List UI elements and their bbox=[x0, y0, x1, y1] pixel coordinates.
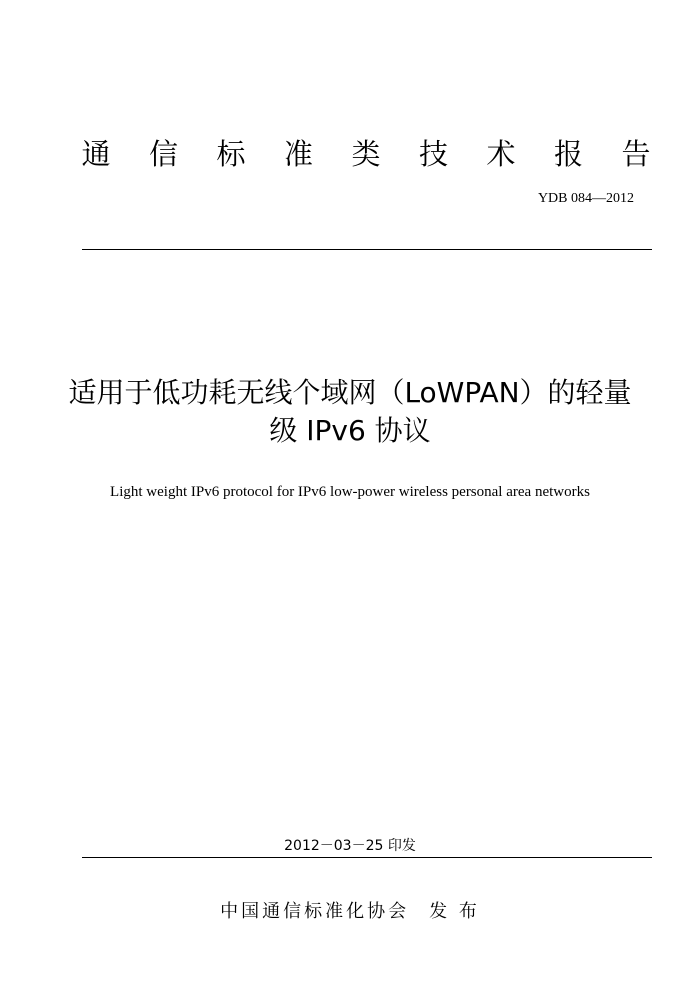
report-type-char: 报 bbox=[553, 137, 583, 171]
report-type-char: 通 bbox=[81, 137, 111, 171]
report-type-char: 标 bbox=[216, 137, 246, 171]
report-type-char: 术 bbox=[486, 137, 516, 171]
report-type-char: 技 bbox=[418, 137, 448, 171]
publish-label: 发 布 bbox=[429, 901, 480, 922]
chinese-title-line-1: 适用于低功耗无线个域网（LoWPAN）的轻量 bbox=[68, 376, 632, 409]
report-type-char: 类 bbox=[351, 137, 381, 171]
document-number: YDB 084—2012 bbox=[537, 191, 634, 206]
report-type-char: 信 bbox=[148, 137, 178, 171]
publisher-name: 中国通信标准化协会 bbox=[220, 901, 410, 922]
chinese-title-line-2: 级 IPv6 协议 bbox=[269, 414, 431, 447]
report-type-heading bbox=[76, 134, 656, 174]
chinese-title bbox=[40, 374, 660, 450]
top-divider bbox=[82, 249, 652, 250]
report-type-char: 准 bbox=[283, 137, 313, 171]
publisher-line bbox=[0, 900, 700, 924]
print-date: 2012－03－25 印发 bbox=[284, 838, 416, 854]
english-title: Light weight IPv6 protocol for IPv6 low-power wireless personal area networks bbox=[110, 484, 590, 500]
bottom-divider bbox=[82, 857, 652, 858]
report-type-char: 告 bbox=[621, 137, 651, 171]
